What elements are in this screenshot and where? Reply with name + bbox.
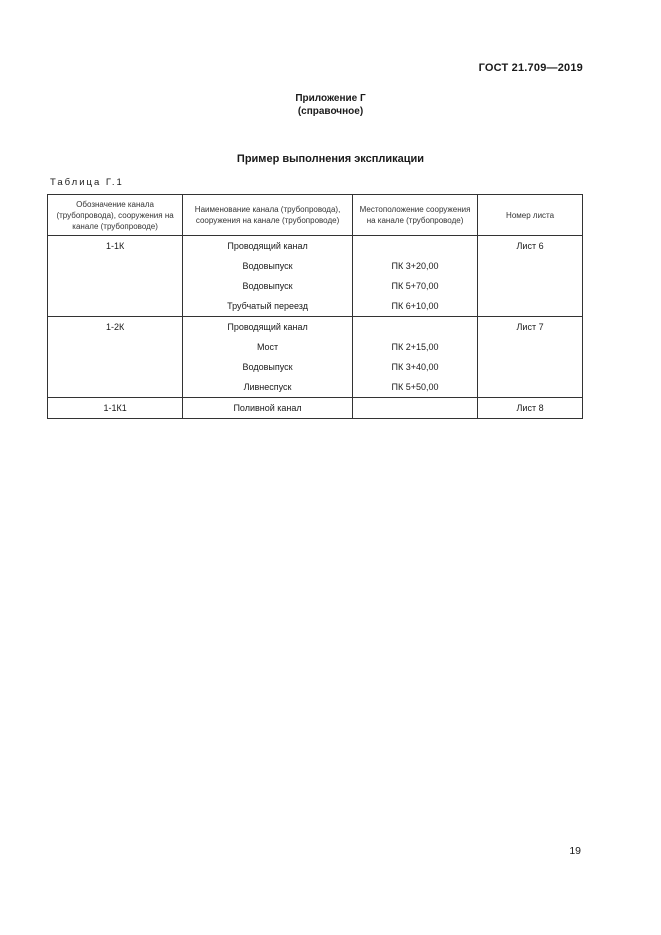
- cell-sheet: [478, 296, 583, 317]
- table-label: Таблица Г.1: [50, 177, 124, 188]
- cell-designation: [48, 256, 183, 276]
- cell-designation: 1-1К1: [48, 398, 183, 419]
- column-header-sheet-number: Номер листа: [478, 195, 583, 236]
- table-row: [48, 398, 583, 419]
- cell-location: ПК 5+50,00: [352, 377, 477, 398]
- explication-table: [47, 194, 583, 419]
- cell-location: ПК 6+10,00: [352, 296, 477, 317]
- cell-name: Мост: [183, 337, 353, 357]
- cell-name: Проводящий канал: [183, 236, 353, 257]
- cell-name: Водовыпуск: [183, 256, 353, 276]
- cell-location: [352, 236, 477, 257]
- cell-location: [352, 398, 477, 419]
- column-header-designation: Обозначение канала (трубопровода), сооружения на канале (трубопроводе): [48, 195, 183, 236]
- cell-name: Ливнеспуск: [183, 377, 353, 398]
- standard-code: ГОСТ 21.709—2019: [478, 62, 583, 74]
- table-row: [48, 317, 583, 338]
- cell-sheet: [478, 377, 583, 398]
- table-header-row: [48, 195, 583, 236]
- cell-location: ПК 3+40,00: [352, 357, 477, 377]
- cell-designation: [48, 377, 183, 398]
- table-row: [48, 377, 583, 398]
- cell-designation: [48, 357, 183, 377]
- table-row: [48, 296, 583, 317]
- document-title: Пример выполнения экспликации: [236, 153, 425, 165]
- cell-name: Поливной канал: [183, 398, 353, 419]
- appendix-title: Приложение Г: [295, 93, 366, 104]
- table-row: [48, 337, 583, 357]
- page-number: 19: [569, 845, 581, 857]
- cell-designation: [48, 337, 183, 357]
- cell-sheet: [478, 276, 583, 296]
- table-row: [48, 357, 583, 377]
- cell-designation: 1-2К: [48, 317, 183, 338]
- cell-location: ПК 3+20,00: [352, 256, 477, 276]
- cell-sheet: [478, 337, 583, 357]
- appendix-subtitle: (справочное): [297, 106, 364, 117]
- cell-name: Водовыпуск: [183, 276, 353, 296]
- table-row: [48, 236, 583, 257]
- column-header-name: Наименование канала (трубопровода), сооружения на канале (трубопроводе): [183, 195, 353, 236]
- cell-sheet: [478, 357, 583, 377]
- cell-sheet: [478, 256, 583, 276]
- table-row: [48, 276, 583, 296]
- cell-location: ПК 5+70,00: [352, 276, 477, 296]
- cell-name: Водовыпуск: [183, 357, 353, 377]
- cell-location: [352, 317, 477, 338]
- cell-name: Проводящий канал: [183, 317, 353, 338]
- cell-designation: [48, 296, 183, 317]
- appendix-heading: [0, 92, 661, 118]
- column-header-location: Местоположение сооружения на канале (трубопроводе): [352, 195, 477, 236]
- table-row: [48, 256, 583, 276]
- cell-designation: [48, 276, 183, 296]
- cell-name: Трубчатый переезд: [183, 296, 353, 317]
- cell-sheet: Лист 8: [478, 398, 583, 419]
- cell-sheet: Лист 7: [478, 317, 583, 338]
- cell-location: ПК 2+15,00: [352, 337, 477, 357]
- cell-sheet: Лист 6: [478, 236, 583, 257]
- cell-designation: 1-1К: [48, 236, 183, 257]
